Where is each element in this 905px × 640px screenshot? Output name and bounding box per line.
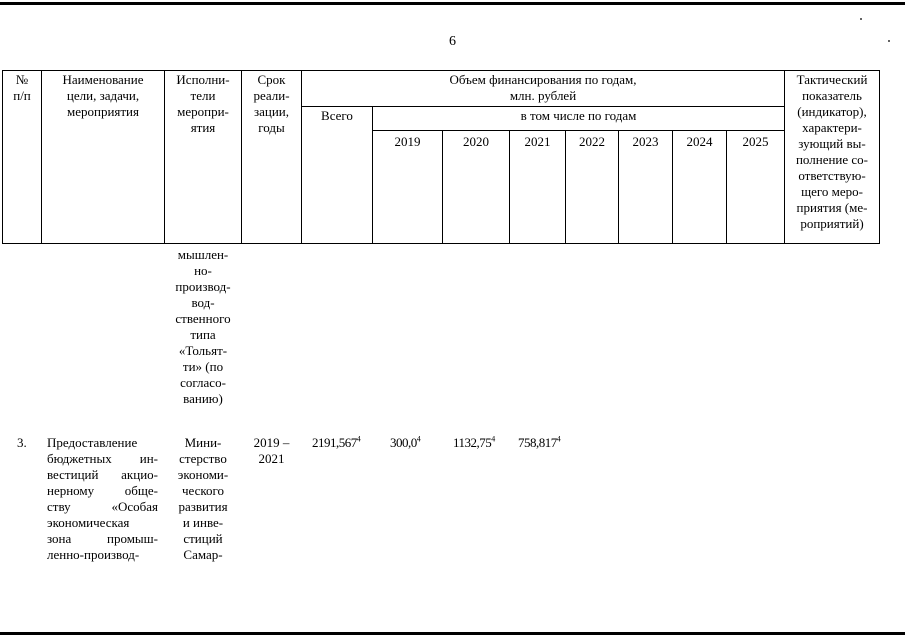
row-name-cell <box>47 435 158 563</box>
header-year: 2022 <box>579 134 605 149</box>
row-name-line <box>47 531 158 547</box>
row-2021-value: 758,817$^4$ <box>518 434 561 450</box>
row-name-word: нерному <box>47 483 95 498</box>
row-name-line <box>47 435 158 451</box>
header-name: Наименование цели, задачи, мероприятия <box>62 72 144 119</box>
row-2020-value: 1132,75$^4$ <box>453 434 495 450</box>
row-name-word: экономическая <box>47 515 130 530</box>
row-number: 3. <box>17 435 27 450</box>
row-name-line <box>47 467 158 483</box>
header-financing-volume: Объем финансирования по годам, млн. рублей <box>449 72 637 103</box>
row-name-line <box>47 515 158 531</box>
row-executor: Мини- стерство экономи- ческого развития и инве- стиций Самар- <box>177 435 229 562</box>
row-name-line <box>47 547 158 563</box>
row-total-value: 2191,567$^4$ <box>312 434 361 450</box>
row-name-word: бюджетных <box>47 451 112 466</box>
row-name-word: промыш- <box>106 531 158 546</box>
row-name-word: вестиций <box>47 467 99 482</box>
executor-continuation: мышлен- но- производ- вод- ственного типа «Тольят- ти» (по согласо- ванию) <box>175 247 231 406</box>
scan-speck <box>860 18 862 20</box>
bottom-border-line <box>0 632 905 635</box>
row-name-line <box>47 483 158 499</box>
row-name-word: ин- <box>139 451 158 466</box>
header-year: 2019 <box>394 134 421 149</box>
header-indicator: Тактический показатель (индикатор), характери- зующий вы- полнение со- ответствую- щего меро- приятия (ме- роприятий) <box>795 72 869 231</box>
page-number: 6 <box>449 34 456 49</box>
row-name-line <box>47 451 158 467</box>
row-name-word: зона <box>47 531 72 546</box>
row-name-word: обще- <box>124 483 158 498</box>
header-year: 2023 <box>632 134 659 149</box>
row-term: 2019 – 2021 <box>253 435 290 466</box>
header-including: в том числе по годам <box>520 108 637 123</box>
row-name-word: ленно-производ- <box>47 547 140 562</box>
header-year: 2025 <box>742 134 769 149</box>
row-name-line <box>47 499 158 515</box>
row-name-word: ству <box>47 499 71 514</box>
row-name-word: «Особая <box>111 499 158 514</box>
header-term: Срок реали- зации, годы <box>253 72 290 135</box>
header-executor: Исполни- тели меропри- ятия <box>176 72 230 135</box>
header-number: № п/п <box>13 72 31 103</box>
header-year: 2024 <box>686 134 713 149</box>
row-name-word: Предоставление <box>47 435 138 450</box>
row-2019-value: 300,0$^4$ <box>390 434 421 450</box>
header-year: 2020 <box>463 134 489 149</box>
header-year: 2021 <box>524 134 551 149</box>
header-total: Всего <box>321 108 353 123</box>
top-border-line <box>0 2 905 5</box>
row-name-word: акцио- <box>121 467 158 482</box>
